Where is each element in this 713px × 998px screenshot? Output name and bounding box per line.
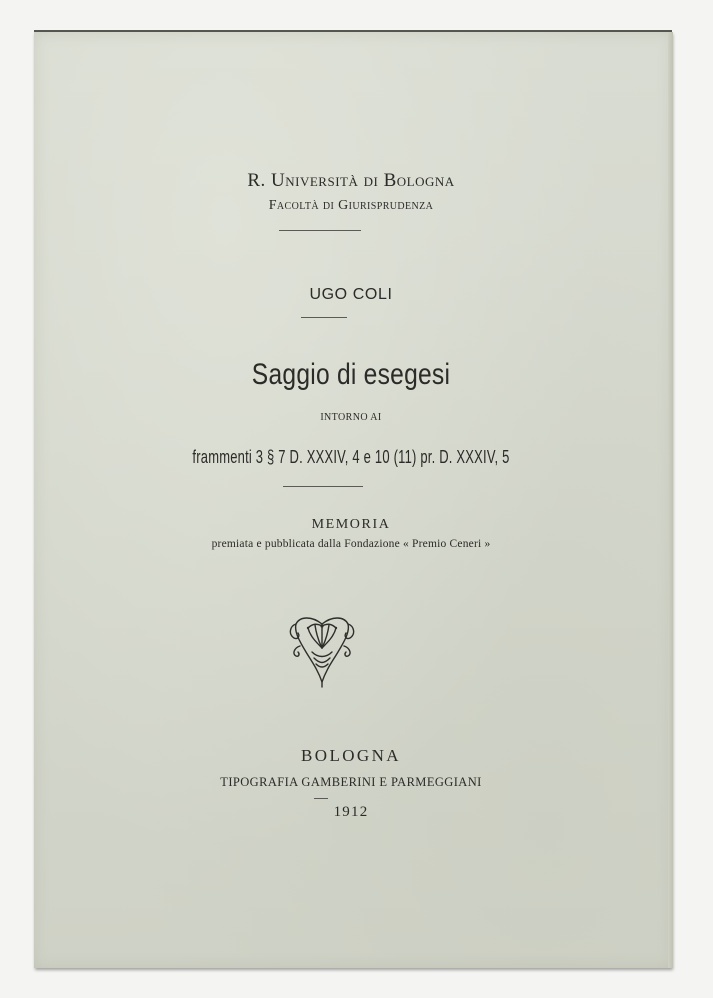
city-line: BOLOGNA xyxy=(301,746,401,765)
author-name: UGO COLI xyxy=(309,286,393,303)
cover-right-edge xyxy=(668,32,673,968)
subtitle-line: frammenti 3 § 7 D. XXXIV, 4 e 10 (11) pr. D. XXXIV, 5 xyxy=(192,447,510,467)
memoria-heading: MEMORIA xyxy=(311,517,391,532)
rule-1 xyxy=(279,230,361,231)
faculty-line: Facoltà di Giurisprudenza xyxy=(268,198,434,213)
book-cover xyxy=(34,32,672,968)
year-line: 1912 xyxy=(333,804,369,820)
book-title: Saggio di esegesi xyxy=(251,358,451,391)
intorno-line: INTORNO AI xyxy=(320,412,382,423)
printer-line: TIPOGRAFIA GAMBERINI E PARMEGGIANI xyxy=(220,775,482,789)
memoria-note: premiata e pubblicata dalla Fondazione « Premio Ceneri » xyxy=(211,538,491,550)
university-line: R. Università di Bologna xyxy=(247,170,455,191)
fleuron-heart-ornament-icon xyxy=(286,612,358,688)
rule-2 xyxy=(301,317,347,318)
rule-4 xyxy=(314,798,328,799)
rule-3 xyxy=(283,486,363,487)
